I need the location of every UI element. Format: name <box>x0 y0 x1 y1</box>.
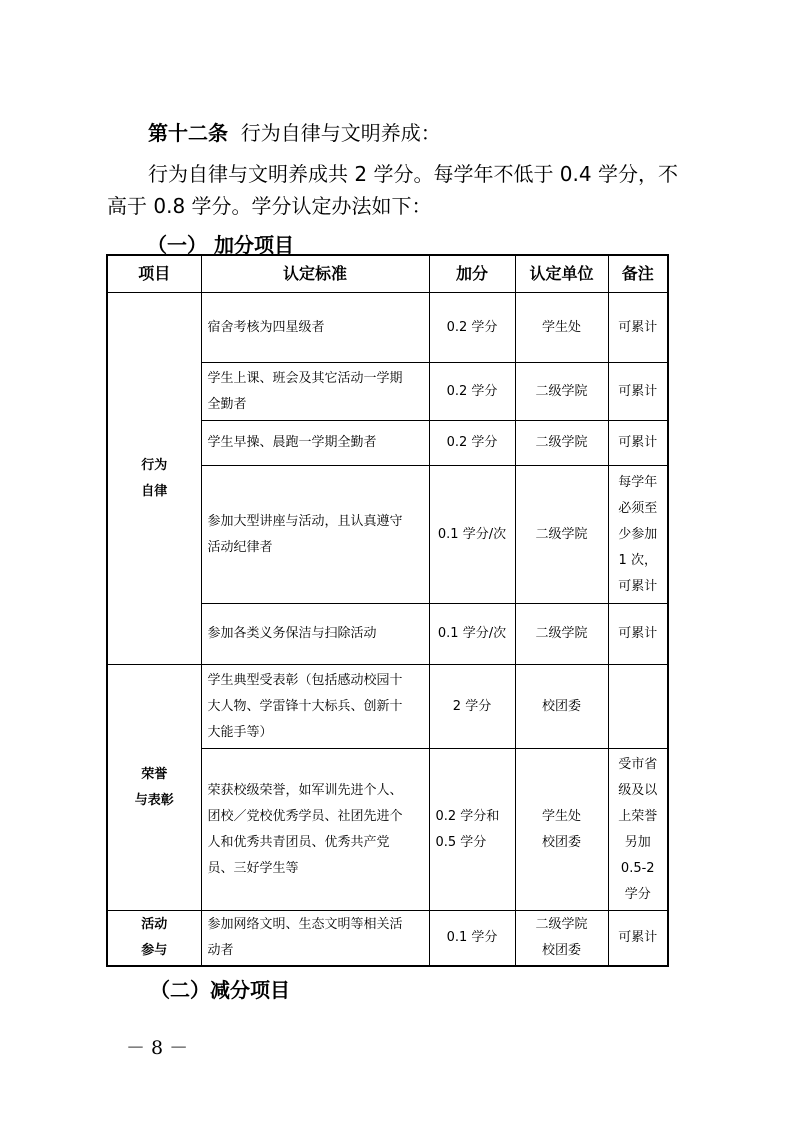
standard-text: 学生典型受表彰（包括感动校园十 <box>207 672 403 688</box>
unit-cell <box>515 466 608 604</box>
note-text: 每学年 <box>618 474 658 490</box>
unit-cell <box>515 421 608 466</box>
note-text: 受市省 <box>618 756 658 772</box>
standard-text: 宿舍考核为四星级者 <box>207 319 325 335</box>
unit-text: 学生处 <box>541 319 581 335</box>
score-cell <box>429 421 515 466</box>
unit-cell <box>515 911 608 966</box>
standard-cell <box>201 421 429 466</box>
unit-text: 校团委 <box>541 942 581 958</box>
category-text: 行为 <box>141 457 168 473</box>
standard-cell <box>201 466 429 604</box>
score-cell <box>429 466 515 604</box>
note-cell <box>608 665 668 749</box>
header-category: 项目 <box>107 255 201 293</box>
score-cell <box>429 911 515 966</box>
standard-text: 团校／党校优秀学员、社团先进个 <box>207 808 403 824</box>
standard-cell <box>201 749 429 911</box>
section-heading-subtract: （二）减分项目 <box>150 978 290 1002</box>
note-cell <box>608 911 668 966</box>
standard-text: 人和优秀共青团员、优秀共产党 <box>207 834 390 850</box>
credit-table <box>106 254 669 967</box>
table-row <box>107 293 668 363</box>
unit-text: 校团委 <box>541 698 581 714</box>
note-text: 上荣誉 <box>618 808 658 824</box>
score-cell <box>429 749 515 911</box>
standard-cell <box>201 293 429 363</box>
score-text: 0.2 学分 <box>446 435 498 450</box>
note-cell <box>608 466 668 604</box>
note-text: 可累计 <box>618 435 658 450</box>
table-row <box>107 665 668 749</box>
score-text: 2 学分 <box>452 698 492 714</box>
unit-text: 二级学院 <box>535 383 588 399</box>
article-title: 行为自律与文明养成： <box>240 121 441 145</box>
article-label: 第十二条 <box>148 121 228 145</box>
header-standard: 认定标准 <box>201 255 429 293</box>
category-text: 自律 <box>141 483 168 499</box>
unit-text: 二级学院 <box>535 626 588 641</box>
paragraph-line-1: 行为自律与文明养成共 2 学分。每学年不低于 0.4 学分，不 <box>148 162 678 186</box>
note-text: 可累计 <box>618 319 658 335</box>
header-unit: 认定单位 <box>515 255 608 293</box>
unit-text: 学生处 <box>541 808 581 824</box>
note-cell <box>608 421 668 466</box>
category-text: 荣誉 <box>141 766 168 782</box>
standard-text: 荣获校级荣誉，如军训先进个人、 <box>207 782 403 798</box>
article-heading <box>148 117 441 146</box>
note-text: 可累计 <box>618 383 658 399</box>
table-header-row <box>107 255 668 293</box>
table-row <box>107 911 668 966</box>
score-text: 0.1 学分/次 <box>437 626 507 641</box>
note-cell <box>608 604 668 665</box>
category-honor <box>107 665 201 911</box>
standard-text: 学生早操、晨跑一学期全勤者 <box>207 435 377 450</box>
standard-cell <box>201 363 429 421</box>
header-score: 加分 <box>429 255 515 293</box>
unit-cell <box>515 604 608 665</box>
standard-cell <box>201 665 429 749</box>
score-cell <box>429 604 515 665</box>
note-text: 可累计 <box>618 578 658 594</box>
note-text: 1 次， <box>618 552 657 568</box>
standard-text: 参加各类义务保洁与扫除活动 <box>207 626 377 641</box>
score-cell <box>429 293 515 363</box>
score-text: 0.2 学分和 <box>435 808 500 824</box>
note-text: 学分 <box>624 886 651 902</box>
standard-text: 大能手等） <box>207 724 273 740</box>
note-cell <box>608 363 668 421</box>
note-cell <box>608 293 668 363</box>
standard-text: 活动纪律者 <box>207 539 273 555</box>
unit-cell <box>515 665 608 749</box>
score-cell <box>429 363 515 421</box>
category-text: 与表彰 <box>134 792 174 808</box>
standard-text: 全勤者 <box>207 396 247 412</box>
standard-text: 动者 <box>207 942 234 958</box>
category-activity <box>107 911 201 966</box>
page-number: － 8 － <box>126 1037 189 1059</box>
standard-text: 大人物、学雷锋十大标兵、创新十 <box>207 698 403 714</box>
category-text: 参与 <box>141 942 168 958</box>
section-heading-add: （一） 加分项目 <box>147 233 294 257</box>
score-text: 0.2 学分 <box>446 319 498 335</box>
header-note: 备注 <box>608 255 668 293</box>
unit-text: 二级学院 <box>535 526 588 542</box>
standard-text: 参加网络文明、生态文明等相关活 <box>207 916 403 932</box>
standard-cell <box>201 911 429 966</box>
standard-text: 学生上课、班会及其它活动一学期 <box>207 370 403 386</box>
note-text: 少参加 <box>618 526 658 542</box>
unit-cell <box>515 749 608 911</box>
standard-cell <box>201 604 429 665</box>
standard-text: 参加大型讲座与活动，且认真遵守 <box>207 513 403 529</box>
note-text: 另加 <box>624 834 651 850</box>
unit-text: 校团委 <box>541 834 581 850</box>
note-text: 0.5-2 <box>620 860 655 876</box>
unit-text: 二级学院 <box>535 916 588 932</box>
score-text: 0.5 学分 <box>435 834 487 850</box>
score-text: 0.2 学分 <box>446 383 498 399</box>
unit-cell <box>515 363 608 421</box>
note-text: 可累计 <box>618 929 658 945</box>
score-text: 0.1 学分 <box>446 929 498 945</box>
note-text: 可累计 <box>618 626 658 641</box>
score-cell <box>429 665 515 749</box>
category-text: 活动 <box>141 916 168 932</box>
paragraph-line-2: 高于 0.8 学分。学分认定办法如下： <box>107 194 432 218</box>
standard-text: 员、三好学生等 <box>207 860 299 876</box>
note-text: 级及以 <box>618 782 658 798</box>
unit-cell <box>515 293 608 363</box>
unit-text: 二级学院 <box>535 435 588 450</box>
score-text: 0.1 学分/次 <box>437 526 507 542</box>
note-text: 必须至 <box>618 500 658 516</box>
note-cell <box>608 749 668 911</box>
category-behavior <box>107 293 201 665</box>
